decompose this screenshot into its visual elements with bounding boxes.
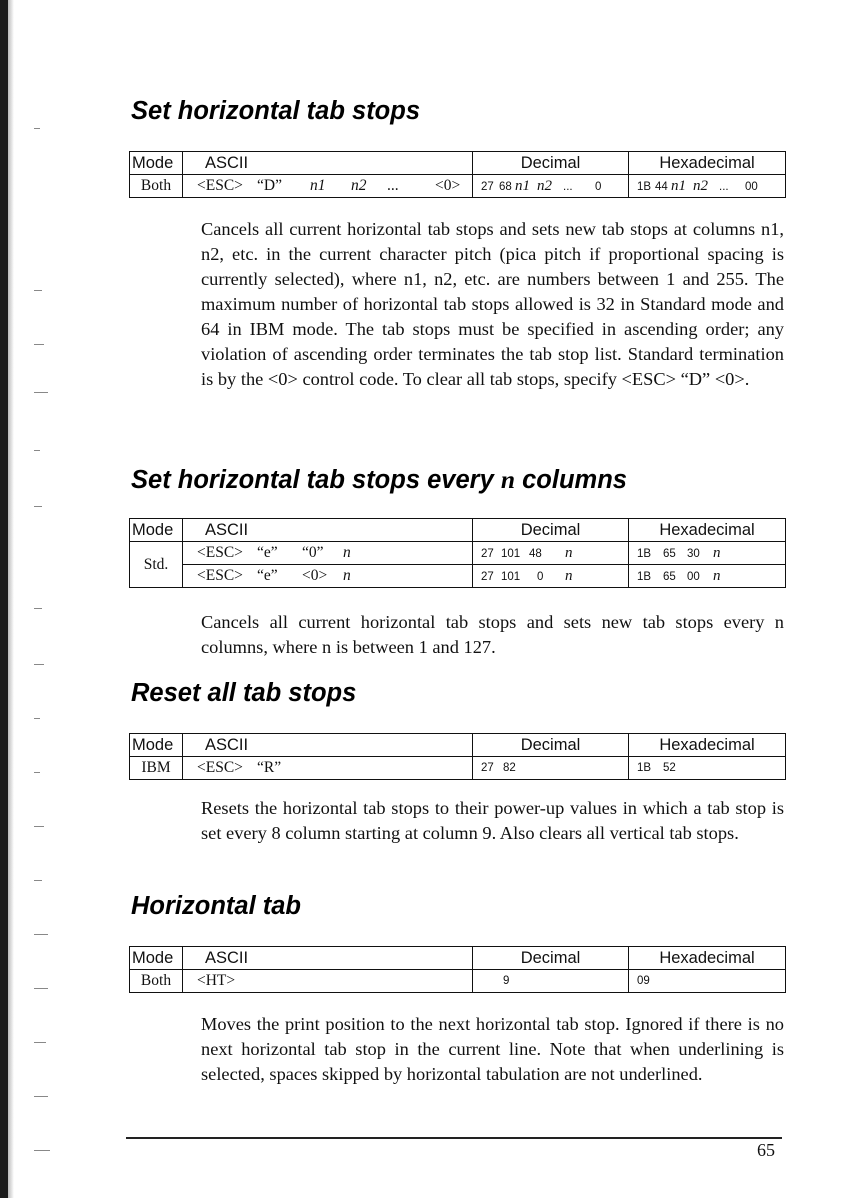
header-ascii: ASCII — [183, 947, 473, 970]
header-ascii: ASCII — [183, 152, 473, 175]
ascii-token: n — [343, 567, 351, 584]
decimal-token: 101 — [501, 547, 521, 560]
header-decimal: Decimal — [473, 519, 629, 542]
table-header-row — [130, 152, 786, 175]
hex-token: 65 — [663, 570, 676, 583]
section-title-tab-every-n — [131, 465, 627, 495]
section-description: Resets the horizontal tab stops to their power-up values in which a tab stop is set every 8 column starting at column 9. Also clears all vertical tab stops. — [201, 798, 784, 843]
table-row — [130, 175, 786, 198]
header-hex: Hexadecimal — [629, 947, 786, 970]
ascii-sequence — [183, 175, 473, 198]
ascii-token: “R” — [257, 759, 282, 776]
header-mode: Mode — [130, 152, 183, 175]
section-title-horizontal-tab: Horizontal tab — [131, 892, 301, 920]
decimal-token: 27 — [481, 570, 494, 583]
ascii-token: <HT> — [197, 972, 236, 989]
ascii-token: <ESC> — [197, 567, 243, 584]
decimal-token: 82 — [503, 762, 516, 774]
decimal-sequence — [473, 565, 629, 588]
decimal-token: 9 — [503, 975, 510, 987]
decimal-sequence — [473, 970, 629, 993]
decimal-sequence — [473, 175, 629, 198]
ascii-token: ... — [387, 177, 399, 194]
title-part: columns — [515, 466, 627, 494]
hex-token: 1B — [637, 570, 652, 583]
hex-token: 44 — [655, 180, 668, 193]
ascii-sequence — [183, 565, 473, 588]
ascii-token: “0” — [302, 544, 324, 561]
command-table-set-tab-stops — [129, 151, 786, 198]
ascii-sequence — [183, 757, 473, 780]
decimal-token: 0 — [537, 570, 544, 583]
header-mode: Mode — [130, 519, 183, 542]
mode-cell: Both — [130, 175, 183, 198]
hex-token: 1B — [637, 547, 652, 560]
hex-token: n — [713, 544, 721, 561]
section-title-set-tab-stops: Set horizontal tab stops — [131, 97, 421, 125]
decimal-token: 27 — [481, 762, 494, 774]
hex-token: ... — [719, 180, 729, 193]
decimal-sequence — [473, 542, 629, 565]
ascii-token: <0> — [435, 177, 461, 194]
footer-rule — [126, 1137, 782, 1139]
ascii-token: n — [343, 544, 351, 561]
hex-token: n2 — [693, 177, 708, 194]
hex-sequence — [629, 970, 786, 993]
command-table-horizontal-tab — [129, 946, 786, 993]
table-row — [130, 565, 786, 588]
command-table-tab-every-n — [129, 518, 786, 588]
ascii-token: “e” — [257, 544, 278, 561]
mode-cell: Both — [130, 970, 183, 993]
table-header-row — [130, 947, 786, 970]
ascii-token: <ESC> — [197, 544, 243, 561]
decimal-token: 48 — [529, 547, 542, 560]
decimal-token: n1 — [515, 177, 530, 194]
table-header-row — [130, 519, 786, 542]
page-number: 65 — [757, 1140, 775, 1160]
table-row — [130, 542, 786, 565]
hex-token: 09 — [637, 975, 650, 987]
hex-token: n1 — [671, 177, 686, 194]
hex-token: 65 — [663, 547, 676, 560]
decimal-token: 101 — [501, 570, 521, 583]
title-part: Set horizontal tab stops every — [131, 466, 501, 494]
hex-token: 00 — [745, 180, 758, 193]
hex-token: 52 — [663, 762, 676, 774]
table-row — [130, 970, 786, 993]
ascii-token: <ESC> — [197, 177, 243, 194]
mode-cell: IBM — [130, 757, 183, 780]
section-title-reset-tab-stops: Reset all tab stops — [131, 679, 357, 707]
header-hex: Hexadecimal — [629, 519, 786, 542]
header-decimal: Decimal — [473, 947, 629, 970]
ascii-token: <0> — [302, 567, 328, 584]
decimal-token: n — [565, 544, 573, 561]
ascii-token: <ESC> — [197, 759, 243, 776]
hex-sequence — [629, 175, 786, 198]
title-variable: n — [500, 465, 516, 494]
decimal-token: 27 — [481, 547, 494, 560]
header-mode: Mode — [130, 947, 183, 970]
section-description: Cancels all current horizontal tab stops and sets new tab stops at columns n1, n2, etc. in the current character pitch (pica pitch if proportional spacing is currently selected), where n1, n2, etc. are numbers between 1 and 255. The maximum number of horizontal tab stops allowed is 32 in Standard mode and 64 in IBM mode. The tab stops must be specified in ascending order; any violation of ascending order terminates the tab stop list. Standard termination is by the <0> control code. To clear all tab stops, specify <ESC> “D” <0>. — [201, 219, 784, 389]
mode-cell: Std. — [130, 542, 183, 588]
decimal-token: 27 — [481, 180, 494, 193]
ascii-token: n2 — [351, 177, 367, 194]
ascii-sequence — [183, 542, 473, 565]
header-decimal: Decimal — [473, 734, 629, 757]
page-binding-edge — [0, 0, 8, 1198]
table-header-row — [130, 734, 786, 757]
command-table-reset-tab-stops — [129, 733, 786, 780]
header-ascii: ASCII — [183, 519, 473, 542]
section-description: Moves the print position to the next horizontal tab stop. Ignored if there is no next horizontal tab stop in the current line. Note that when underlining is selected, spaces skipped by horizontal tabulation are not underlined. — [201, 1014, 784, 1084]
hex-sequence — [629, 757, 786, 780]
ascii-token: “e” — [257, 567, 278, 584]
ascii-token: n1 — [310, 177, 326, 194]
ascii-sequence — [183, 970, 473, 993]
table-row — [130, 757, 786, 780]
header-mode: Mode — [130, 734, 183, 757]
ascii-token: “D” — [257, 177, 282, 194]
hex-token: 00 — [687, 570, 700, 583]
decimal-token: ... — [563, 180, 573, 193]
section-description: Cancels all current horizontal tab stops and sets new tab stops every n columns, where n is between 1 and 127. — [201, 612, 784, 657]
hex-sequence — [629, 565, 786, 588]
header-hex: Hexadecimal — [629, 734, 786, 757]
decimal-token: n2 — [537, 177, 552, 194]
header-hex: Hexadecimal — [629, 152, 786, 175]
hex-sequence — [629, 542, 786, 565]
decimal-token: 0 — [595, 180, 602, 193]
decimal-token: 68 — [499, 180, 512, 193]
hex-token: n — [713, 567, 721, 584]
header-decimal: Decimal — [473, 152, 629, 175]
hex-token: 1B — [637, 762, 652, 774]
header-ascii: ASCII — [183, 734, 473, 757]
hex-token: 30 — [687, 547, 700, 560]
decimal-sequence — [473, 757, 629, 780]
decimal-token: n — [565, 567, 573, 584]
page-binding-shadow — [8, 0, 14, 1198]
hex-token: 1B — [637, 180, 652, 193]
